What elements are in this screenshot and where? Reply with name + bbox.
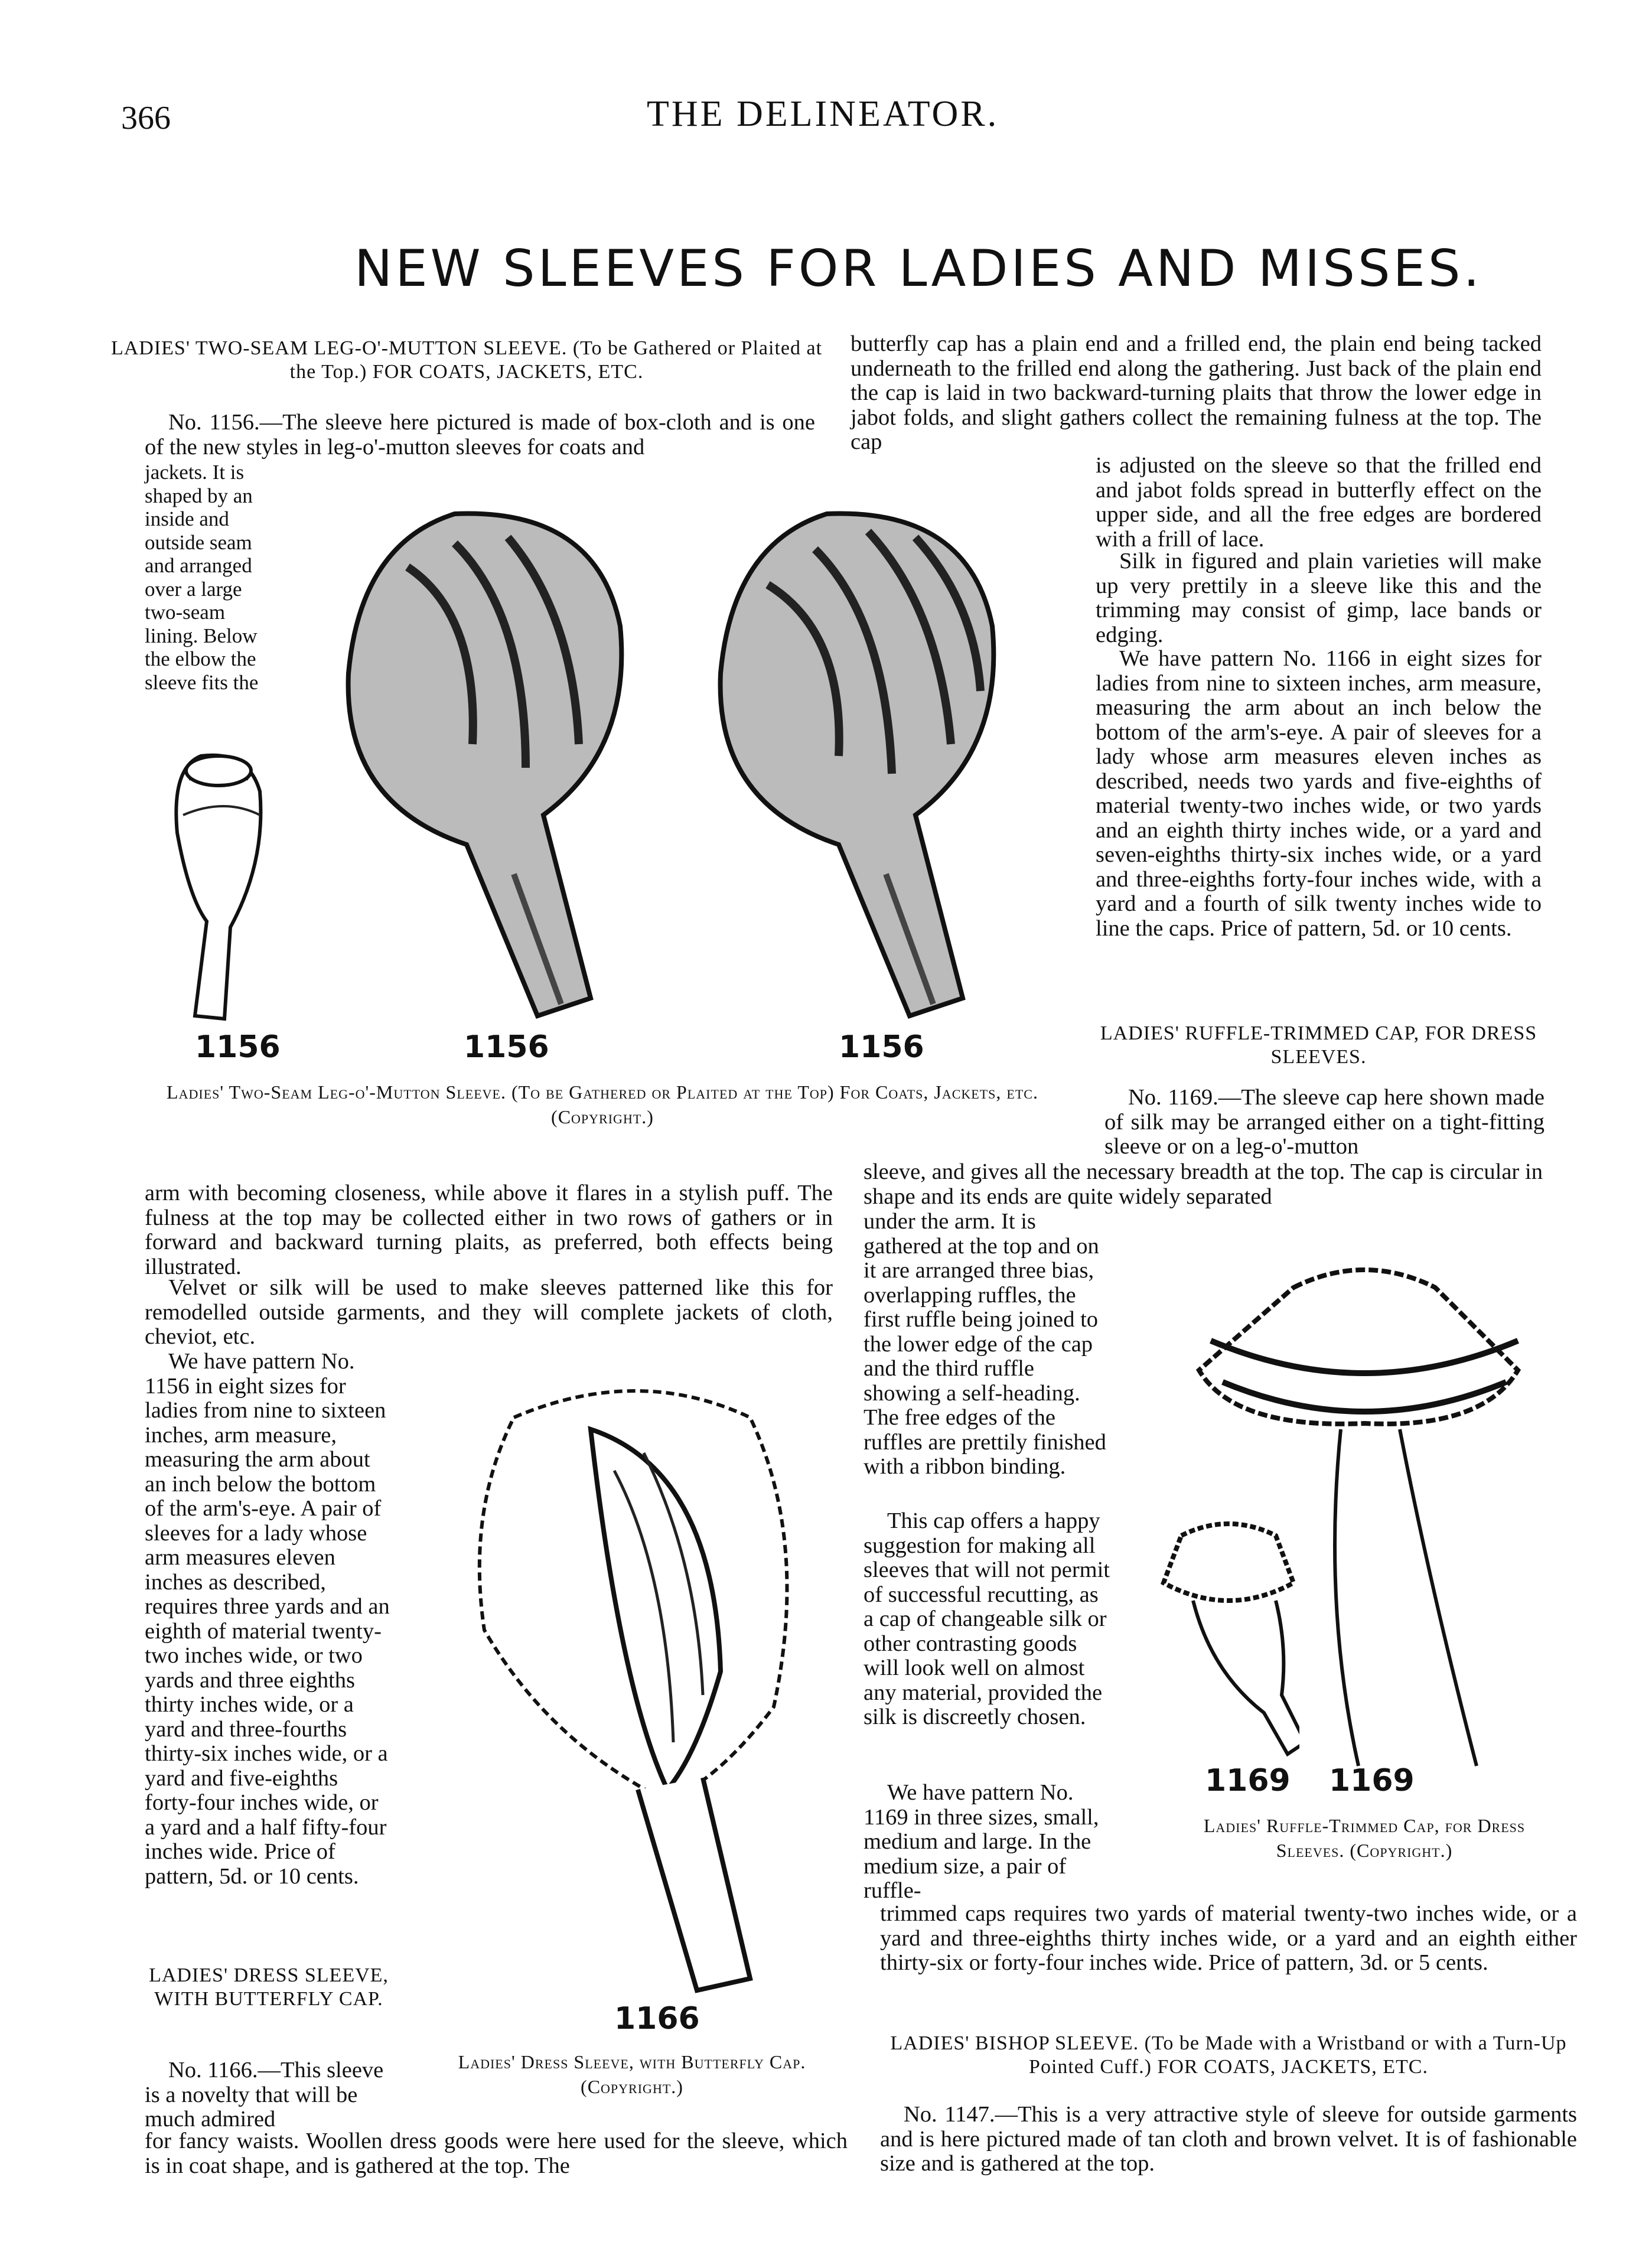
figure-label-1156-b: 1156 bbox=[464, 1029, 549, 1065]
paragraph-1166-silk: Silk in figured and plain varieties will make up very prettily in a sleeve like this and the trimming may consist of gimp, lace bands or edging. bbox=[1096, 549, 1542, 647]
paragraph-1166-pattern: We have pattern No. 1166 in eight sizes for ladies from nine to sixteen inches, arm measure, measuring the arm about an inch below the bottom of the arm's-eye. A pair of sleeves for a lady whose arm measures eleven inches as described, needs two yards and five-eighths of material twenty-two inches wide, or two yards and an eighth thirty inches wide, or a yard and seven-eighths thirty-six inches wide, or a yard and three-eighths forty-four inches wide, with a yard and a fourth of silk twenty inches wide to line the caps. Price of pattern, 5d. or 10 cents. bbox=[1096, 646, 1542, 941]
page-number: 366 bbox=[121, 100, 171, 136]
paragraph-1166-right-2: is adjusted on the sleeve so that the frilled end and jabot folds spread in butterfly effect on the upper side, and all the free edges are bordered with a frill of lace. bbox=[1096, 453, 1542, 552]
paragraph-1169-pattern-full: trimmed caps requires two yards of material twenty-two inches wide, or a yard and three-eighths thirty inches wide, or a yard and an eighth either thirty-six or forty-four inches wide. Price of pattern, 3d. or 5 cents. bbox=[880, 1901, 1577, 1975]
paragraph-1147: No. 1147.—This is a very attractive style of sleeve for outside garments and is here pictured made of tan cloth and brown velvet. It is of fashionable size and is gathered at the top. bbox=[880, 2102, 1577, 2176]
paragraph-1156-velvet: Velvet or silk will be used to make sleeves patterned like this for remodelled outside garments, and they will complete jackets of cloth, cheviot, etc. bbox=[145, 1275, 833, 1349]
paragraph-1166-right: butterfly cap has a plain end and a frilled end, the plain end being tacked underneath to the frilled end along the gathering. Just back of the plain end the cap is laid in two backward-turning plaits that throw the lower edge in jabot folds, and slight gathers collect the remaining fulness at the top. The cap bbox=[851, 331, 1542, 454]
cap-1169-small-illustration bbox=[1158, 1518, 1299, 1766]
sleeve-1156-small-illustration bbox=[159, 744, 278, 1028]
page-title: NEW SLEEVES FOR LADIES AND MISSES. bbox=[354, 239, 1482, 298]
section-heading-1169: LADIES' RUFFLE-TRIMMED CAP, FOR DRESS SLEEVES. bbox=[1100, 1022, 1537, 1068]
paragraph-1169-cap: This cap offers a happy suggestion for making all sleeves that will not permit of successful recutting, as a cap of changeable silk or other contrasting goods will look well on almost any material, provided the silk is discreetly chosen. bbox=[864, 1508, 1110, 1729]
sleeve-1156-plaited-illustration bbox=[709, 496, 1040, 1039]
figure-label-1169-b: 1169 bbox=[1329, 1763, 1415, 1798]
running-title: THE DELINEATOR. bbox=[647, 94, 999, 134]
paragraph-1169-narrow: under the arm. It is gathered at the top and on it are arranged three bias, overlapping ruffles, the first ruffle being joined to the lower edge of the cap and the third ruffle showing a self-heading. The free edges of the ruffles are prettily finished with a ribbon binding. bbox=[864, 1209, 1106, 1479]
paragraph-1156-continued: arm with becoming closeness, while above it flares in a stylish puff. The fulness at the top may be collected either in two rows of gathers or in forward and backward turning plaits, as preferred, both effects being illustrated. bbox=[145, 1181, 833, 1279]
figure-caption-1156: Ladies' Two-Seam Leg-o'-Mutton Sleeve. (To be Gathered or Plaited at the Top) For Coats, Jackets, etc. (Copyright.) bbox=[167, 1081, 1038, 1127]
figure-caption-1169: Ladies' Ruffle-Trimmed Cap, for Dress Sleeves. (Copyright.) bbox=[1203, 1815, 1526, 1861]
paragraph-1166-full: for fancy waists. Woollen dress goods were here used for the sleeve, which is in coat shape, and is gathered at the top. The bbox=[145, 2129, 848, 2178]
section-heading-1166: LADIES' DRESS SLEEVE, WITH BUTTERFLY CAP. bbox=[149, 1964, 389, 2010]
figure-caption-1166: Ladies' Dress Sleeve, with Butterfly Cap. (Copyright.) bbox=[458, 2051, 806, 2097]
paragraph-1169-pattern: We have pattern No. 1169 in three sizes, small, medium and large. In the medium size, a pair of ruffle- bbox=[864, 1780, 1099, 1903]
section-heading-1156: LADIES' TWO-SEAM LEG-O'-MUTTON SLEEVE. (To be Gathered or Plaited at the Top.) FOR COATS, JACKETS, ETC. bbox=[110, 337, 823, 383]
paragraph-1169-full: sleeve, and gives all the necessary breadth at the top. The cap is circular in shape and its ends are quite widely separated bbox=[864, 1159, 1543, 1209]
section-heading-1147: LADIES' BISHOP SLEEVE. (To be Made with a Wristband or with a Turn-Up Pointed Cuff.) FOR COATS, JACKETS, ETC. bbox=[890, 2032, 1567, 2078]
paragraph-1156-narrow: jackets. It is shaped by an inside and outside seam and arranged over a large two-seam lining. Below the elbow the sleeve fits the bbox=[145, 461, 259, 694]
figure-label-1156-a: 1156 bbox=[195, 1029, 281, 1065]
paragraph-1169-start: No. 1169.—The sleeve cap here shown made of silk may be arranged either on a tight-fitting sleeve or on a leg-o'-mutton bbox=[1104, 1085, 1545, 1159]
figure-label-1169-a: 1169 bbox=[1205, 1763, 1291, 1798]
figure-label-1156-c: 1156 bbox=[839, 1029, 924, 1065]
sleeve-1166-butterfly-illustration bbox=[443, 1364, 845, 2008]
paragraph-1166-start: No. 1166.—This sleeve is a novelty that will be much admired bbox=[145, 2058, 384, 2132]
paragraph-1156-intro: No. 1156.—The sleeve here pictured is made of box-cloth and is one of the new styles in leg-o'-mutton sleeves for coats and bbox=[145, 410, 815, 459]
sleeve-1156-gathered-illustration bbox=[337, 496, 667, 1039]
figure-label-1166: 1166 bbox=[614, 2001, 700, 2036]
paragraph-1156-pattern: We have pattern No. 1156 in eight sizes for ladies from nine to sixteen inches, arm measure, measuring the arm about an inch below the bottom of the arm's-eye. A pair of sleeves for a lady whose arm measures eleven inches as described, requires three yards and an eighth of material twenty-two inches wide, or two yards and three eighths thirty inches wide, or a yard and three-fourths thirty-six inches wide, or a yard and five-eighths forty-four inches wide, or a yard and a half fifty-four inches wide. Price of pattern, 5d. or 10 cents. bbox=[145, 1349, 390, 1889]
